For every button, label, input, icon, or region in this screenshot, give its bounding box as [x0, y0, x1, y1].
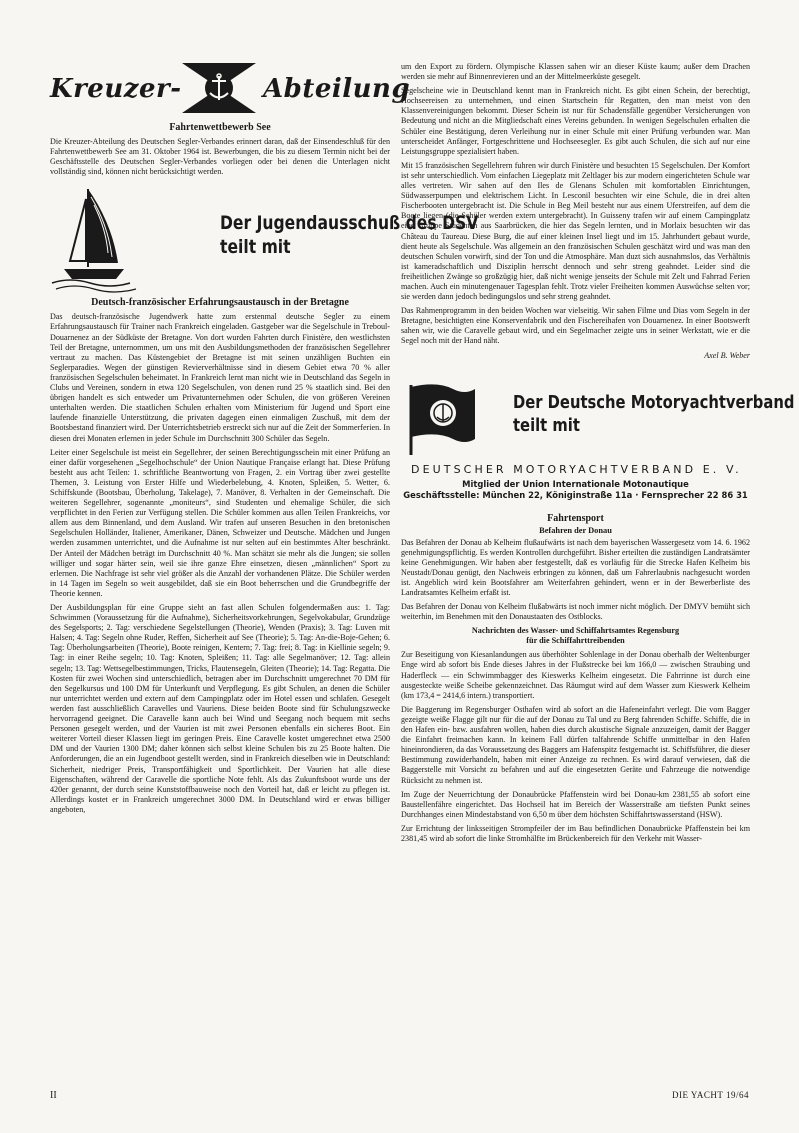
news-paragraph: Zur Errichtung der linksseitigen Strompfeiler der im Bau befindlichen Donaubrücke Pfaffenstein bei km 2381,45 wird ab sofort die linke Stromhälfte im Brückenbereich für den Verkehr mit Wasser- — [401, 823, 750, 843]
news-title-line2: für die Schiffahrttreibenden — [526, 636, 625, 646]
continuation-paragraph: um den Export zu fördern. Olympische Klassen sahen wir an dieser Küste kaum; außer dem Drachen werden sie mehr auf Binnenrevieren und an der Mittelmeerküste gesegelt. — [401, 62, 750, 82]
magazine-issue: DIE YACHT 19/64 — [672, 1090, 749, 1100]
left-column — [50, 62, 479, 819]
kreuzer-header — [50, 62, 411, 120]
jugend-title-line1: Der Jugendausschuß des DSV — [220, 212, 479, 235]
fahrtensport-title: Fahrtensport — [547, 512, 604, 524]
final-paragraph-text: Das Rahmenprogramm in den beiden Wochen war vielseitig. Wir sahen Filme und Dias vom Segeln in der Bretagne, besichtigten eine Konservenfabrik und den Fischereihafen von Douarnenez. In einer Bootswerft sahen wir, wie die Caravelle gebaut wird, und ein Segelmacher zeigte uns in seiner Werkstatt, wie er die Segel noch mit der Hand näht. — [401, 306, 750, 346]
jugend-subtitle: Deutsch-französischer Erfahrungsaustausch in der Bretagne — [91, 297, 349, 309]
continuation-paragraph: Segelscheine wie in Deutschland kennt man in Frankreich nicht. Es gibt einen Schein, der berechtigt, Hochseereisen zu unternehmen, und einen Startschein für Regatten, den man meist von den Klassenvereinigungen bekommt. Dieser Schein ist nur für Schadensfälle gegenüber Versicherungen von Bedeutung und nicht an die Mitgliedschaft eines Vereins gebunden. In wenigen Segelschulen erhalten die Schüler eine Bestätigung, deren Verleihung nur in einer Schule mit einer Prüfung verbunden war. Man unterscheidet Anfänger, Fortgeschrittene und Hochseesegler. Es gibt auch Schulen, die sich auf nur eine Leistungsgruppe spezialisiert haben. — [401, 86, 750, 156]
news-paragraph: Die Baggerung im Regensburger Osthafen wird ab sofort an die Hafeneinfahrt verlegt. Die vom Bagger gezeigte weiße Flagge gilt nur für die auf der Donau zu Tal und zu Berg fahrenden Schiffe. Schiffe, die in den Hafen ein- bzw. ausfahren wollen, haben dies durch akustische Signale anzuzeigen, damit der Bagger die Einfahrt freimachen kann. In keinem Fall dürfen talfahrende Schiffe unmittelbar in den Hafen hineinrondieren, da das Voraussetzung des Baggers am Hafenspitz festgemacht ist. Schiffsführer, die dieser Bestimmung zuwiderhandeln, haben mit einer Anzeige zu rechnen. Es wird darauf verwiesen, daß die Baggerstelle mit Vorsicht zu befahren und auf die eingesetzten Geräte und Fahrzeuge die notwendige Rücksicht zu nehmen ist. — [401, 704, 750, 785]
motor-header — [401, 383, 795, 503]
motor-paragraph: Das Befahren der Donau von Kelheim flußabwärts ist noch immer nicht möglich. Der DMYV bemüht sich weiterhin, im Benehmen mit den Donaustaaten des Ostblocks. — [401, 602, 750, 622]
befahren-subtitle: Befahren der Donau — [539, 525, 612, 535]
news-title — [401, 626, 750, 646]
author-name: Axel B. Weber — [704, 350, 750, 360]
right-column — [401, 62, 795, 848]
jugend-paragraph: Leiter einer Segelschule ist meist ein Segellehrer, der seinen Berechtigungsschein mit einer Prüfung an einer dafür vorgesehenen „Segelhochschule“ der Union Nautique Française erlangt hat. Diese Prüfung besteht aus acht Teilen: 1. schriftliche Beantwortung von Fragen, 2. ein Vortrag über zwei gestellte Themen, 3. Leistung von Erster Hilfe und Wiederbelebung, 4. Knoten, Spleißen, 5. Wetter, 6. Schiffskunde (Bootsbau, Überholung, Takelage), 7. Manöver, 8. Verhalten in der Gemeinschaft. Die weiteren Segellehrer, sogenannte „moniteurs“, sind Studenten und ehemalige Schüler, die sich verpflichtet in den Ferien zur Verfügung stellen. Die Schüler kommen aus allen Teilen Frankreichs, vor allem aus dem Binnenland, und dem Ausland. Wir trafen auf unseren Besuchen in den bretonischen Segelschulen Holländer, Italiener, Amerikaner, Dänen, Schweizer und Deutsche. Mädchen und Jungen werden zusammen unterrichtet, und die Aufnahme ist nur selten auf ein bestimmtes Alter beschränkt. Der Anteil der Mädchen beträgt im Durchschnitt 40 %. Man schätzt sie mehr als die Jungen; sie sollen williger und sogar härter sein, weil sie ihre ganze Ehre einsetzen, diesen „männlichen“ Sport zu erlernen. Die Nachfrage ist sehr viel größer als die Anzahl der vorhandenen Plätze. Die Schüler werden in 14 Tagen im Segeln so weit ausgebildet, daß sie ein Boot beherrschen und die Grundbegriffe der Theorie kennen. — [50, 447, 390, 598]
continuation-paragraph — [401, 306, 750, 346]
kreuzer-flag-icon — [181, 62, 257, 114]
news-paragraph: Zur Beseitigung von Kiesanlandungen aus überhöhter Sohlenlage in der Donau oberhalb der Weltenburger Enge wird ab sofort bis Ende dieses Jahres in der Flußstrecke bei km 166,0 — zwischen Straubing und Haderfleck — ein Schwimmbagger des Kieswerks Kelheim eingesetzt. Die Fahrrinne ist durch eine ausgesteckte weiße Scheibe gekennzeichnet. Das Räumgut wird auf dem Wasser zum Kieswerk Kelheim (km 173,4 = 2414,6 intern.) transportiert. — [401, 650, 750, 700]
news-paragraph: Im Zuge der Neuerrichtung der Donaubrücke Pfaffenstein wird bei Donau-km 2381,55 ab sofort eine Baustellenfähre eingerichtet. Das Hochseil hat im Bereich der Wasserstraße am tiefsten Punkt seines Durchhanges einen Mindestabstand von 6,50 m über dem höchsten Schiffahrtswasserstand (HSW). — [401, 789, 750, 819]
sailboat-icon — [50, 183, 145, 293]
news-title-line1: Nachrichten des Wasser- und Schiffahrtsamtes Regensburg — [471, 626, 680, 636]
jugend-continuation — [401, 62, 750, 361]
motor-title-line1: Der Deutsche Motoryachtverband — [513, 391, 795, 413]
kreuzer-title-left: Kreuzer- — [50, 74, 182, 104]
jugend-header — [50, 183, 479, 295]
motor-org-name: DEUTSCHER MOTORYACHTVERBAND E. V. — [411, 462, 742, 476]
motor-title — [513, 391, 794, 437]
motoryacht-flag-icon — [407, 383, 477, 455]
continuation-paragraph: Mit 15 französischen Segellehrern fuhren wir durch Finistère und besuchten 15 Segelschulen. Der Komfort ist sehr unterschiedlich. Vom einfachen Liegeplatz mit Zeltlager bis zur modern eingerichteten Schule war alles vertreten. Wir sahen auf den Iles de Glenans Schulen mit komfortablen Einrichtungen, Südwasserpumpen und elektrischem Licht. In Lesconil besuchten wir eine Schule, die in drei alten Fischerbooten untergebracht ist. Die Schule in Beg Meil besteht nur aus einem Uferstreifen, auf dem die Boote liegen (die Schüler werden extern untergebracht). In Guisseny trafen wir auf einem Campingplatz eine Gruppe Studenten aus Saarbrücken, die hier das Segeln lernten, und in Morlaix besuchten wir das Château du Taureau. Diese Burg, die auf einer kleinen Insel liegt und im 15. Jahrhundert gebaut wurde, dient heute als Segelschule. Was allgemein an den französischen Schulen geschätzt wird und was man den deutschen Schulen vorwirft, sind der Ton und die Atmosphäre. Man duzt sich ausnahmslos, das Verhältnis ist kameradschaftlich und Disziplin herrscht dennoch und sehr streng geahndet. Leider sind die freiheitlichen Zwänge so großzügig hier, daß nicht wenige jenseits der Schule mit Zelt und Fahrrad Ferien machen. Auch ein minutengenauer Tagesplan fehlt. Trotz vieler Freiheiten kommen Auswüchse selten vor; sie werden dann jedoch bedingungslos und sehr streng geahndet. — [401, 160, 750, 302]
author-signature — [401, 351, 750, 361]
motor-address: Geschäftsstelle: München 22, Königinstraße 11a · Fernsprecher 22 86 31 — [403, 489, 748, 500]
page-number: II — [50, 1090, 57, 1101]
kreuzer-section-title: Fahrtenwettbewerb See — [169, 122, 271, 133]
jugend-paragraph: Der Ausbildungsplan für eine Gruppe sieht an fast allen Schulen folgendermaßen aus: 1. Tag: Schwimmen (Voraussetzung für die Aufnahme), Sicherheitsvorkehrungen, Segelvokabular, Grundzüge des Segelsports; 2. Tag: verschiedene Segelstellungen (Theorie), Wenden (Praxis); 3. Tag: Luven mit Halsen; 4. Tag: Segeln ohne Ruder, Reffen, Sicherheit auf See (Theorie); 5. Tag: An-die-Boje-Gehen; 6. Tag: Überholungsarbeiten (Theorie), Boote reinigen, Kentern; 7. Tag: frei; 8. Tag: in Kiellinie segeln; 9. Tag: in einer Reihe segeln; 10. Tag: Knoten, Spleißen; 11. Tag: alle Segelmanöver; 12. Tag: allein segeln; 13. Tag: Wettsegelbestimmungen, Tricks, Flautensegeln, Gleiten (Theorie); 14. Tag: Regatta. Die Kosten für zwei Wochen sind unterschiedlich, betragen aber im Durchschnitt umgerechnet 70 DM für den Segelkursus und 100 DM für Unterkunft und Verpflegung. Es gibt Schulen, an denen die Schüler nur unterrichtet werden und extern auf dem Campingplatz oder im Hotel essen und schlafen. Gesegelt werden fast ausschließlich Caravelles und Vauriens. Diese beiden Boote sind für Schulungszwecke hervorragend geeignet. Die Caravelle kann auch bei Wind und Seegang noch bequem mit sechs Personen gesegelt werden, und der Vaurien ist mit zwei Personen ebenfalls ein sicheres Boot. Ein weiterer Vorteil dieser Klassen liegt im geringen Preis. Eine Caravelle kostet umgerechnet etwa 2500 DM und der Vaurien 1300 DM; daher können sich selbst kleine Schulen bis zu 25 Boote halten. Die Anforderungen, die an ein Jugendboot gestellt werden, sind in Frankreich dieselben wie in Deutschland: Sicherheit, niedriger Preis, Transportfähigkeit und Sportlichkeit. Der Vaurien hat alle diese Eigenschaften, während der Caravelle die sportliche Note fehlt. Als das Zukunftsboot wurde uns der 420er genannt, der durch seine Kunststoffbauweise noch den Vorteil hat, daß er leicht zu pflegen ist. Allerdings kostet er in Frankreich umgerechnet 3000 DM. In Deutschland wird er etwas billiger angeboten, — [50, 603, 390, 814]
motor-paragraph: Das Befahren der Donau ab Kelheim flußaufwärts ist nach dem bayerischen Wassergesetz vom 14. 6. 1962 genehmigungspflichtig. Es werden Kontrollen durchgeführt. Bisher erteilten die zuständigen Landratsämter keine Genehmigungen. Wir haben aber festgestellt, daß es vorläufig für die Strecke Hafen Kelheim bis Neustadt/Donau genügt, den Nachweis erbringen zu können, daß um Fahrerlaubnis nachgesucht worden ist. Angeblich wird kein Bootsfahrer am Weiterfahren gehindert, wenn er in der Bewerberliste des Landratsamtes Kelheim erfaßt ist. — [401, 537, 750, 598]
kreuzer-text: Die Kreuzer-Abteilung des Deutschen Segler-Verbandes erinnert daran, daß der Einsendeschluß für den Fahrtenwettbewerb See am 31. Oktober 1964 ist. Bewerbungen, die bis zu diesem Termin nicht bei der Geschäftsstelle des Deutschen Segler-Verbandes vorliegen oder bei denen die Unterlagen nicht vollständig sind, können nicht berücksichtigt werden. — [50, 137, 390, 177]
jugend-title-line2: teilt mit — [220, 236, 291, 259]
kreuzer-title-right: Abteilung — [263, 74, 411, 104]
motor-membership: Mitglied der Union Internationale Motonautique — [462, 478, 689, 489]
jugend-paragraph: Das deutsch-französische Jugendwerk hatte zum erstenmal deutsche Segler zu einem Erfahrungsaustausch für Trainer nach Frankreich eingeladen. Gastgeber war die Segelschule in Treboul-Douarnenez an der Südküste der Bretagne. Von dort wurden Fahrten durch Finistère, den westlichsten Teil der Bretagne, unternommen, um uns mit den Ausbildungsmethoden der französischen Segellehrer vertraut zu machen. Das Küstengebiet der Bretagne ist mit seinen unzähligen Buchten ein Seglerparadies. Wegen der günstigen Revierverhältnisse sind in diesem Gebiet etwa 70 % aller französischen Segelschulen beheimatet. In Frankreich lernt man nicht wie in Deutschland das Segeln in Clubs und Vereinen, sondern in etwa 120 Segelschulen, von denen rund 25 % staatlich sind. Bei den übrigen handelt es sich entweder um Privatunternehmen oder Schulen, die von größeren Vereinen unterhalten werden. Die staatlichen Schulen erhalten vom Ministerium für Jugend und Sport eine laufende finanzielle Unterstützung, die privaten dagegen einen einmaligen Zuschuß, mit dem der Bootsbestand finanziert wird. Der Unterrichtsbetrieb erstreckt sich nur auf die Zeit der Sommerferien. In diesen drei Monaten erlernen in jeder Schule im Durchschnitt 300 Schüler das Segeln. — [50, 312, 390, 443]
motor-title-line2: teilt mit — [513, 414, 580, 436]
